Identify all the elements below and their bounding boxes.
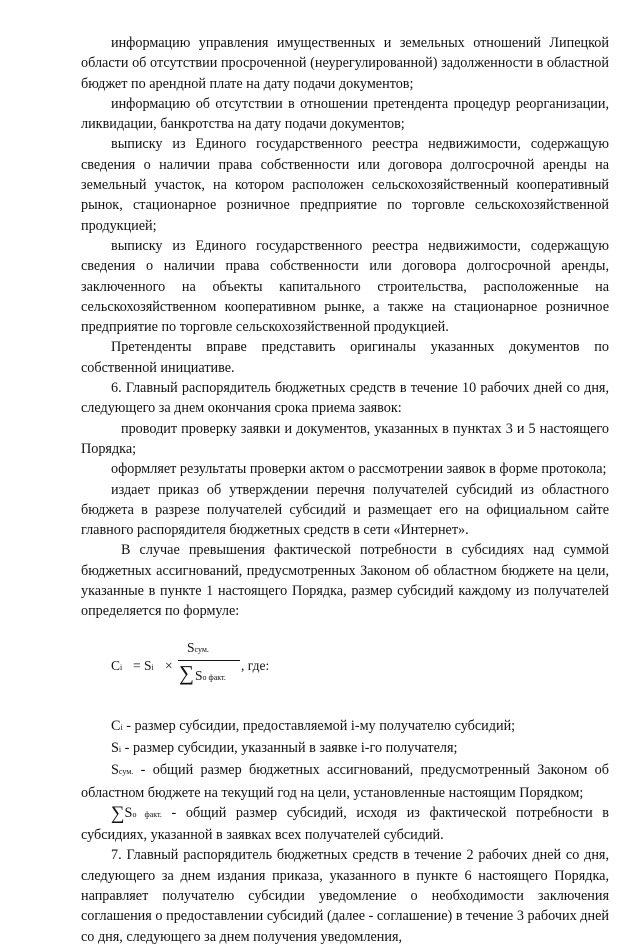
- paragraph-7: проводит проверку заявки и документов, указанных в пунктах 3 и 5 настоящего Порядка;: [81, 420, 609, 457]
- paragraph-1: информацию управления имущественных и земельных отношений Липецкой области об отсутствии просроченной (неурегулированной) задолженности в областной бюджет по арендной плате на дату подачи документов;: [81, 35, 609, 92]
- formula-denominator: Sо факт.: [195, 667, 226, 683]
- formula-lhs: Ci: [111, 657, 123, 673]
- formula-eq: = Si: [133, 657, 154, 673]
- paragraph-11: 7. Главный распорядитель бюджетных средств в течение 2 рабочих дней со дня, следующего за днем издания приказа, указанного в пункте 6 настоящего Порядка, направляет получателю субсидии уведомление о необходимости заключения соглашения о предоставлении субсидий (далее - соглашение) в течение 3 рабочих дней со дня, следующего за днем получения уведомления,: [81, 847, 609, 945]
- paragraph-8: оформляет результаты проверки актом о рассмотрении заявок в форме протокола;: [111, 461, 607, 478]
- formula-numerator: Sсум.: [187, 639, 209, 655]
- subsidy-formula: [81, 628, 609, 706]
- formula-tail: , где:: [241, 657, 270, 673]
- sigma-symbol: ∑: [179, 660, 194, 685]
- paragraph-6: 6. Главный распорядитель бюджетных средств в течение 10 рабочих дней со дня, следующего за днем окончания срока приема заявок:: [81, 380, 609, 417]
- definition-si: Si - размер субсидии, указанный в заявке i-го получателя;: [111, 739, 458, 756]
- paragraph-2: информацию об отсутствии в отношении претендента процедур реорганизации, ликвидации, банкротства на дату подачи документов;: [81, 95, 609, 133]
- paragraph-5: Претенденты вправе представить оригиналы указанных документов по собственной инициативе.: [81, 339, 609, 376]
- definition-ci: Ci - размер субсидии, предоставляемой i-му получателю субсидий;: [111, 717, 516, 734]
- paragraph-9: издает приказ об утверждении перечня получателей субсидий из областного бюджета в разрезе получателей субсидий и размещает его на официальном сайте главного распорядителя бюджетных средств в сети «Интернет».: [81, 481, 609, 539]
- paragraph-4: выписку из Единого государственного реестра недвижимости, содержащую сведения о наличии права собственности или договора долгосрочной аренды, заключенного на объекты капитального строительства, расположенные на сельскохозяйственном кооперативном рынке, а также на стационарное розничное предприятие по торговле сельскохозяйственной продукцией.: [81, 237, 609, 336]
- definition-sfact: ∑Sо факт. - общий размер субсидий, исходя из фактической потребности в субсидиях, указанной в заявках всех получателей субсидий.: [81, 802, 609, 844]
- definition-ssum: Sсум. - общий размер бюджетных ассигнований, предусмотренный Законом об областном бюджете на текущий год на цели, установленные настоящим Порядком;: [81, 762, 609, 801]
- paragraph-10: В случае превышения фактической потребности в субсидиях над суммой бюджетных ассигнований, предусмотренных Законом об областном бюджете на цели, указанные в пункте 1 настоящего Порядка, размер субсидий каждому из получателей определяется по формуле:: [81, 542, 609, 620]
- document-body: [81, 33, 609, 947]
- formula-times: ×: [165, 657, 173, 673]
- paragraph-3: выписку из Единого государственного реестра недвижимости, содержащую сведения о наличии права собственности или договора долгосрочной аренды на земельный участок, на котором расположен сельскохозяйственный кооперативный рынок, стационарное розничное предприятие по торговле сельскохозяйственной продукцией;: [81, 136, 609, 234]
